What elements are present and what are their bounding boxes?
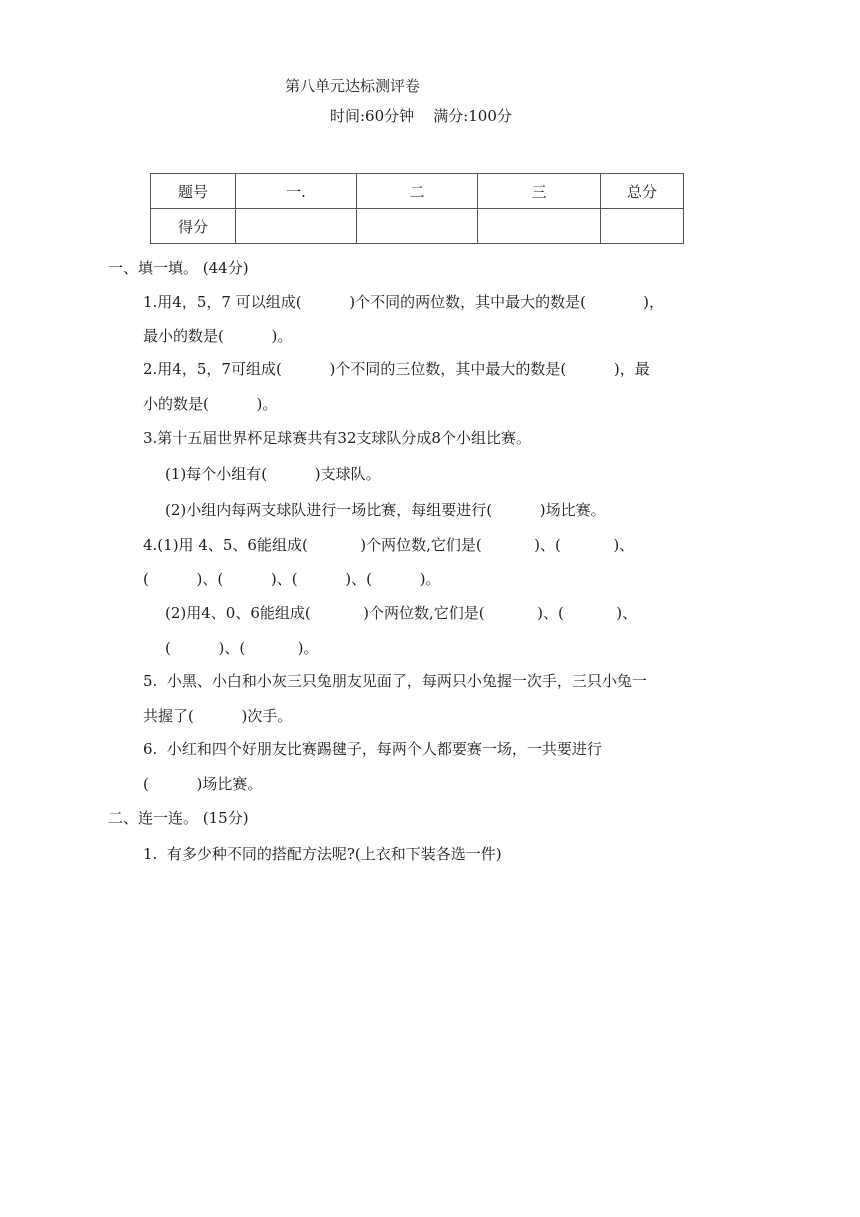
table-row (151, 209, 684, 244)
score-cell[interactable] (478, 209, 601, 244)
question-line: 1. 有多少种不同的搭配方法呢?(上衣和下装各选一件) (143, 845, 502, 863)
time-and-score: 时间:60分钟 满分:100分 (330, 107, 512, 125)
question-line: 5. 小黑、小白和小灰三只兔朋友见面了，每两只小兔握一次手，三只小兔一 (143, 672, 647, 690)
question-line: 共握了( )次手。 (143, 707, 293, 725)
question-line: 1.用4，5，7 可以组成( )个不同的两位数，其中最大的数是( )， (143, 293, 665, 311)
question-line: (2)用4、0、6能组成( )个两位数,它们是( )、( )、 (165, 604, 638, 622)
question-line: (1)每个小组有( )支球队。 (165, 465, 381, 483)
section-heading: 一、填一填。 (44分) (108, 259, 249, 277)
question-line: 6. 小红和四个好朋友比赛踢毽子，每两个人都要赛一场，一共要进行 (143, 740, 602, 758)
table-header-cell: 三 (478, 174, 601, 209)
table-header-cell: 一. (236, 174, 357, 209)
table-header-cell: 二 (357, 174, 478, 209)
question-line: 3.第十五届世界杯足球赛共有32支球队分成8个小组比赛。 (143, 429, 531, 447)
page-title: 第八单元达标测评卷 (285, 77, 421, 95)
section-heading: 二、连一连。 (15分) (108, 809, 249, 827)
question-line: 4.(1)用 4、5、6能组成( )个两位数,它们是( )、( )、 (143, 536, 635, 554)
question-line: 最小的数是( )。 (143, 327, 293, 345)
score-table (150, 173, 684, 244)
score-cell[interactable] (236, 209, 357, 244)
table-header-cell: 总分 (601, 174, 684, 209)
score-cell[interactable] (357, 209, 478, 244)
question-line: 2.用4，5，7可组成( )个不同的三位数，其中最大的数是( )，最 (143, 360, 650, 378)
question-line: (2)小组内每两支球队进行一场比赛，每组要进行( )场比赛。 (165, 501, 606, 519)
table-row (151, 174, 684, 209)
question-line: ( )场比赛。 (143, 775, 263, 793)
question-line: ( )、( )。 (165, 639, 319, 657)
question-line: ( )、( )、( )、( )。 (143, 570, 441, 588)
score-cell[interactable] (601, 209, 684, 244)
table-header-cell: 题号 (151, 174, 236, 209)
table-row-label: 得分 (151, 209, 236, 244)
question-line: 小的数是( )。 (143, 395, 278, 413)
